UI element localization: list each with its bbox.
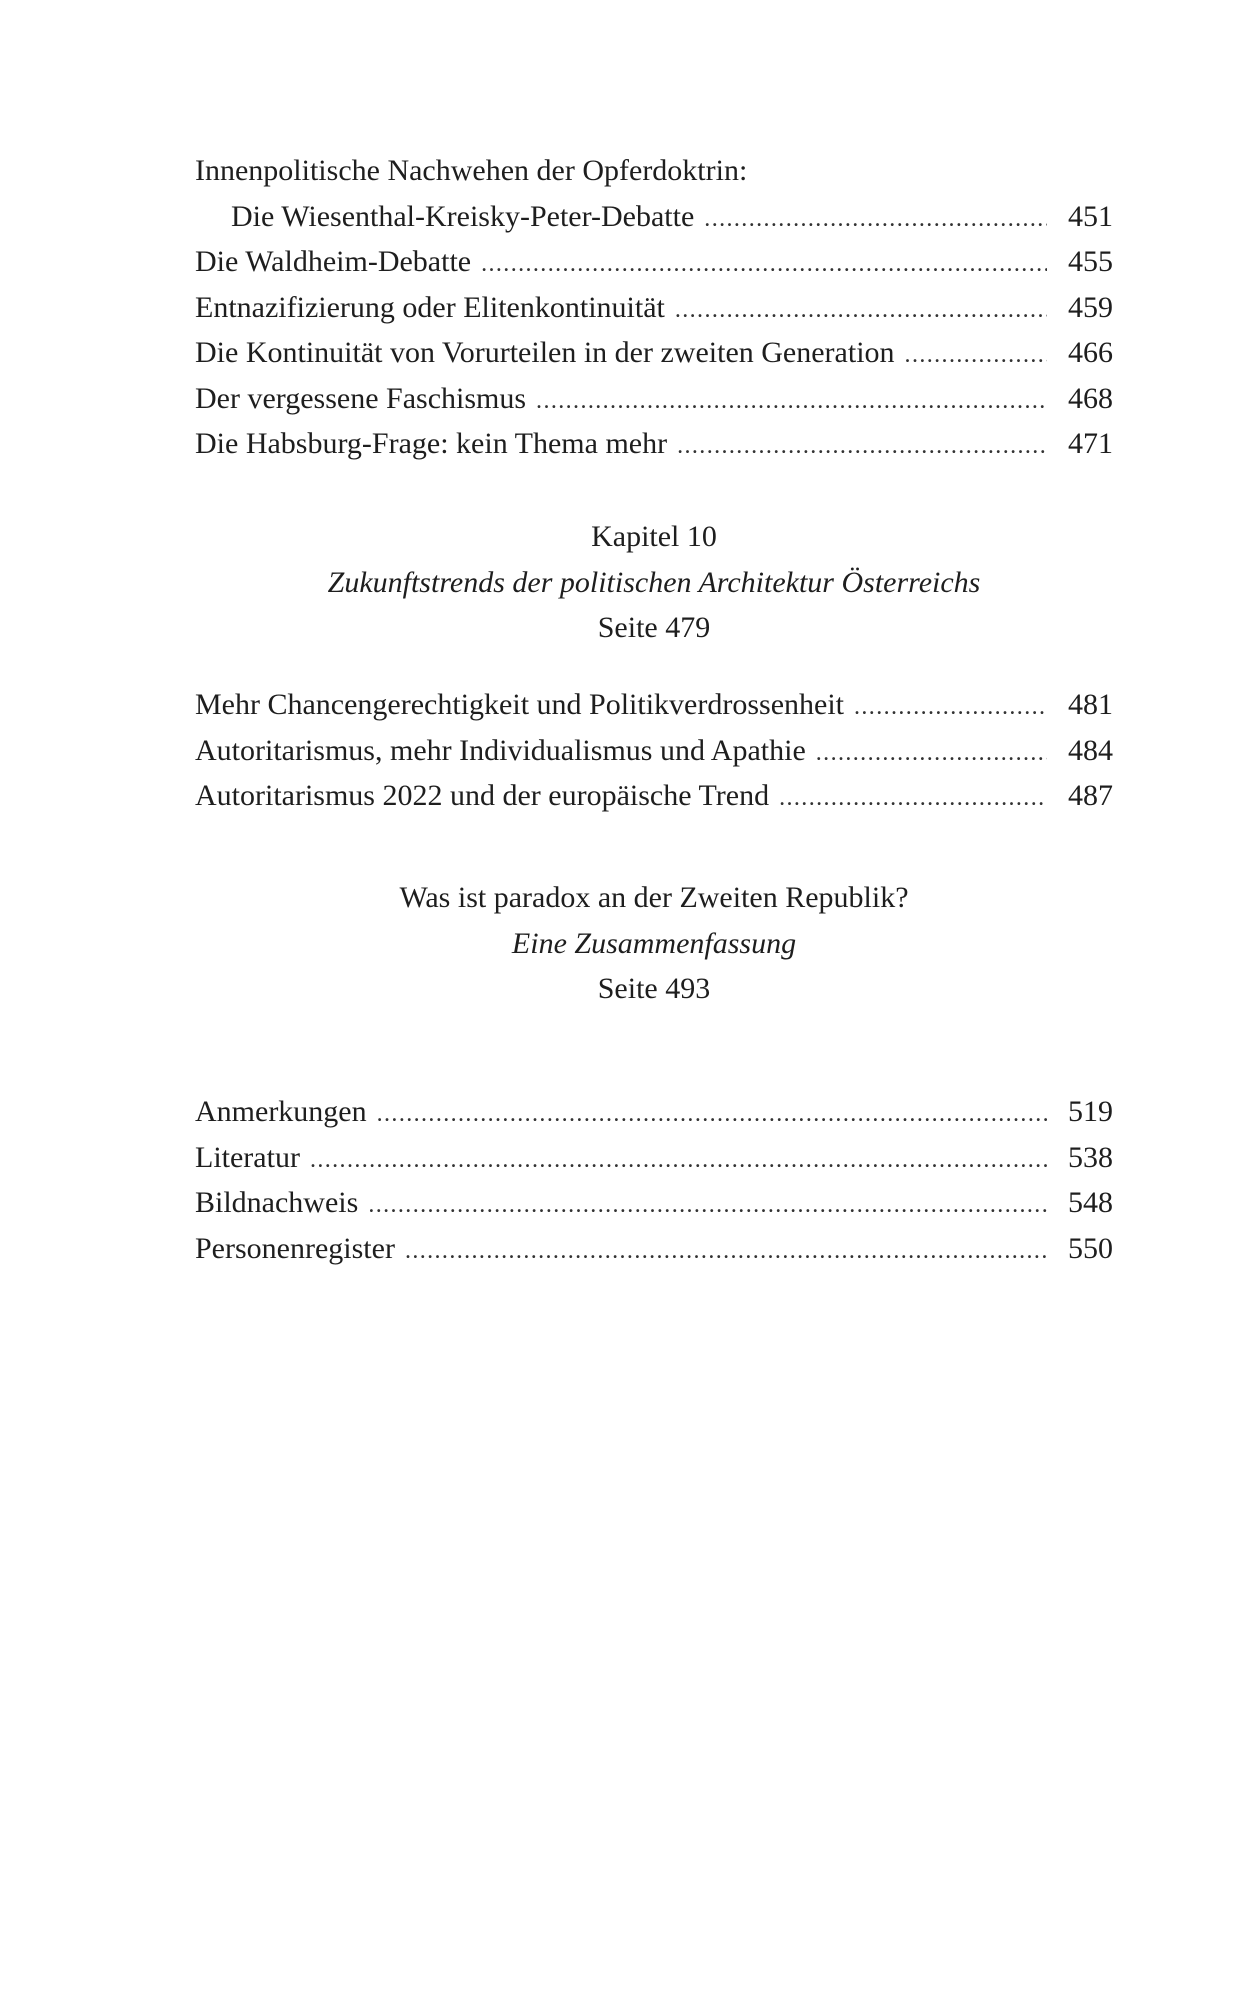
toc-entry-title: Bildnachweis [195, 1186, 359, 1219]
dot-leader [377, 1092, 1047, 1138]
dot-leader [310, 1138, 1047, 1184]
toc-entry-title: Die Waldheim-Debatte [195, 245, 472, 278]
dot-leader [368, 1183, 1047, 1229]
dot-leader [905, 333, 1047, 379]
toc-entry[interactable] [195, 239, 1113, 285]
toc-section-opferdoktrin [195, 148, 1113, 467]
toc-section-appendix [195, 1089, 1113, 1271]
toc-entry-title: Die Wiesenthal-Kreisky-Peter-Debatte [231, 199, 695, 233]
toc-entry-title: Die Habsburg-Frage: kein Thema mehr [195, 427, 668, 460]
toc-entry-page: 468 [1068, 381, 1113, 415]
chapter-label: Kapitel 10 [591, 520, 717, 553]
toc-entry[interactable] [195, 285, 1113, 331]
toc-entry-page: 548 [1068, 1186, 1113, 1219]
toc-entry[interactable] [195, 421, 1113, 467]
toc-entry[interactable] [195, 1226, 1113, 1272]
toc-entry-page: 487 [1068, 779, 1113, 812]
chapter-page-line: Seite 479 [597, 611, 711, 644]
dot-leader [481, 242, 1047, 288]
toc-entry-page: 484 [1068, 733, 1113, 767]
chapter-10-heading[interactable] [195, 514, 1113, 651]
toc-entry-title: Anmerkungen [195, 1095, 367, 1128]
summary-title: Eine Zusammenfassung [511, 926, 797, 960]
summary-page-line: Seite 493 [597, 972, 711, 1005]
toc-entry-page: 538 [1068, 1140, 1113, 1174]
dot-leader [677, 424, 1047, 470]
summary-label: Was ist paradox an der Zweiten Republik? [399, 881, 909, 914]
dot-leader [816, 731, 1047, 777]
toc-entry-title: Mehr Chancengerechtigkeit und Politikverdrossenheit [195, 688, 844, 721]
toc-entry-page: 550 [1068, 1231, 1113, 1265]
toc-entry[interactable] [195, 1180, 1113, 1226]
toc-group-heading: Innenpolitische Nachwehen der Opferdoktrin: [195, 154, 748, 187]
chapter-title: Zukunftstrends der politischen Architektur Österreichs [327, 565, 981, 599]
toc-section-chapter-10 [195, 682, 1113, 819]
toc-entry[interactable] [195, 682, 1113, 728]
toc-entry-title: Literatur [195, 1140, 300, 1174]
dot-leader [704, 197, 1047, 243]
toc-entry[interactable] [195, 1089, 1113, 1135]
dot-leader [536, 379, 1047, 425]
toc-entry-page: 451 [1068, 199, 1113, 233]
toc-entry-title: Autoritarismus, mehr Individualismus und Apathie [195, 733, 806, 767]
toc-entry[interactable] [195, 330, 1113, 376]
toc-entry-page: 519 [1068, 1095, 1113, 1128]
toc-entry-page: 471 [1068, 427, 1113, 460]
toc-entry[interactable] [195, 728, 1113, 774]
toc-entry-title: Der vergessene Faschismus [195, 381, 527, 415]
toc-entry-page: 466 [1068, 336, 1113, 369]
toc-entry-page: 455 [1068, 245, 1113, 278]
toc-entry-page: 481 [1068, 688, 1113, 721]
toc-entry-title: Personenregister [195, 1231, 395, 1265]
dot-leader [405, 1229, 1047, 1275]
toc-entry-title: Autoritarismus 2022 und der europäische Trend [195, 779, 770, 812]
dot-leader [675, 288, 1047, 334]
toc-entry[interactable] [195, 194, 1113, 240]
toc-entry-title: Die Kontinuität von Vorurteilen in der zweiten Generation [195, 336, 895, 369]
toc-entry[interactable] [195, 376, 1113, 422]
toc-entry[interactable] [195, 773, 1113, 819]
dot-leader [854, 685, 1047, 731]
dot-leader [779, 776, 1047, 822]
toc-entry[interactable] [195, 1135, 1113, 1181]
summary-heading[interactable] [195, 875, 1113, 1012]
toc-entry-page: 459 [1068, 290, 1113, 324]
toc-entry-title: Entnazifizierung oder Elitenkontinuität [195, 290, 665, 324]
